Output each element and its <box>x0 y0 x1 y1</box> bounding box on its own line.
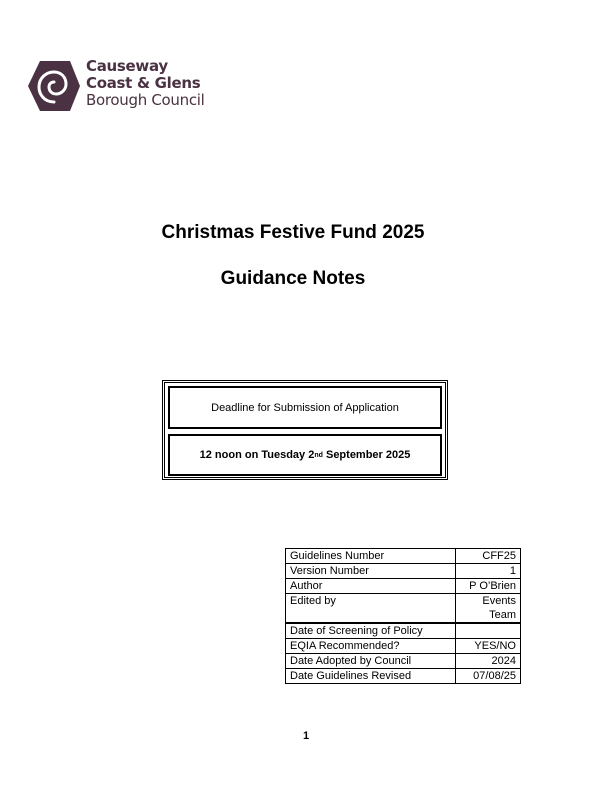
deadline-date <box>168 434 442 476</box>
row-value: YES/NO <box>456 639 521 654</box>
row-value: Events Team <box>456 594 521 624</box>
document-control-table <box>285 548 521 684</box>
table-row <box>286 594 521 624</box>
table-row <box>286 669 521 684</box>
row-label: Version Number <box>286 564 456 579</box>
row-label: Date Guidelines Revised <box>286 669 456 684</box>
table-row <box>286 579 521 594</box>
table-row <box>286 639 521 654</box>
deadline-date-prefix: 12 noon on Tuesday 2 <box>199 449 315 461</box>
deadline-box <box>162 380 448 480</box>
logo-text-line3: Borough Council <box>86 91 205 109</box>
row-label: Author <box>286 579 456 594</box>
table-row <box>286 623 521 639</box>
row-value: 2024 <box>456 654 521 669</box>
table-row <box>286 549 521 564</box>
row-label: Date Adopted by Council <box>286 654 456 669</box>
row-value: 1 <box>456 564 521 579</box>
row-value: P O’Brien <box>456 579 521 594</box>
logo-text-line1: Causeway <box>86 57 168 75</box>
row-value <box>456 623 521 639</box>
council-emblem-icon <box>26 58 82 114</box>
document-subtitle: Guidance Notes <box>220 268 366 289</box>
row-label: Date of Screening of Policy <box>286 623 456 639</box>
table-row <box>286 564 521 579</box>
document-title: Christmas Festive Fund 2025 <box>161 222 425 243</box>
table-row <box>286 654 521 669</box>
deadline-date-ordinal: nd <box>314 451 323 459</box>
row-label: Guidelines Number <box>286 549 456 564</box>
council-logo <box>26 58 226 114</box>
row-value: CFF25 <box>456 549 521 564</box>
row-label: EQIA Recommended? <box>286 639 456 654</box>
logo-text-line2: Coast & Glens <box>86 74 201 92</box>
page-number: 1 <box>302 730 310 742</box>
deadline-date-rest: September 2025 <box>322 449 411 461</box>
row-label: Edited by <box>286 594 456 624</box>
row-value: 07/08/25 <box>456 669 521 684</box>
deadline-label: Deadline for Submission of Application <box>168 386 442 429</box>
